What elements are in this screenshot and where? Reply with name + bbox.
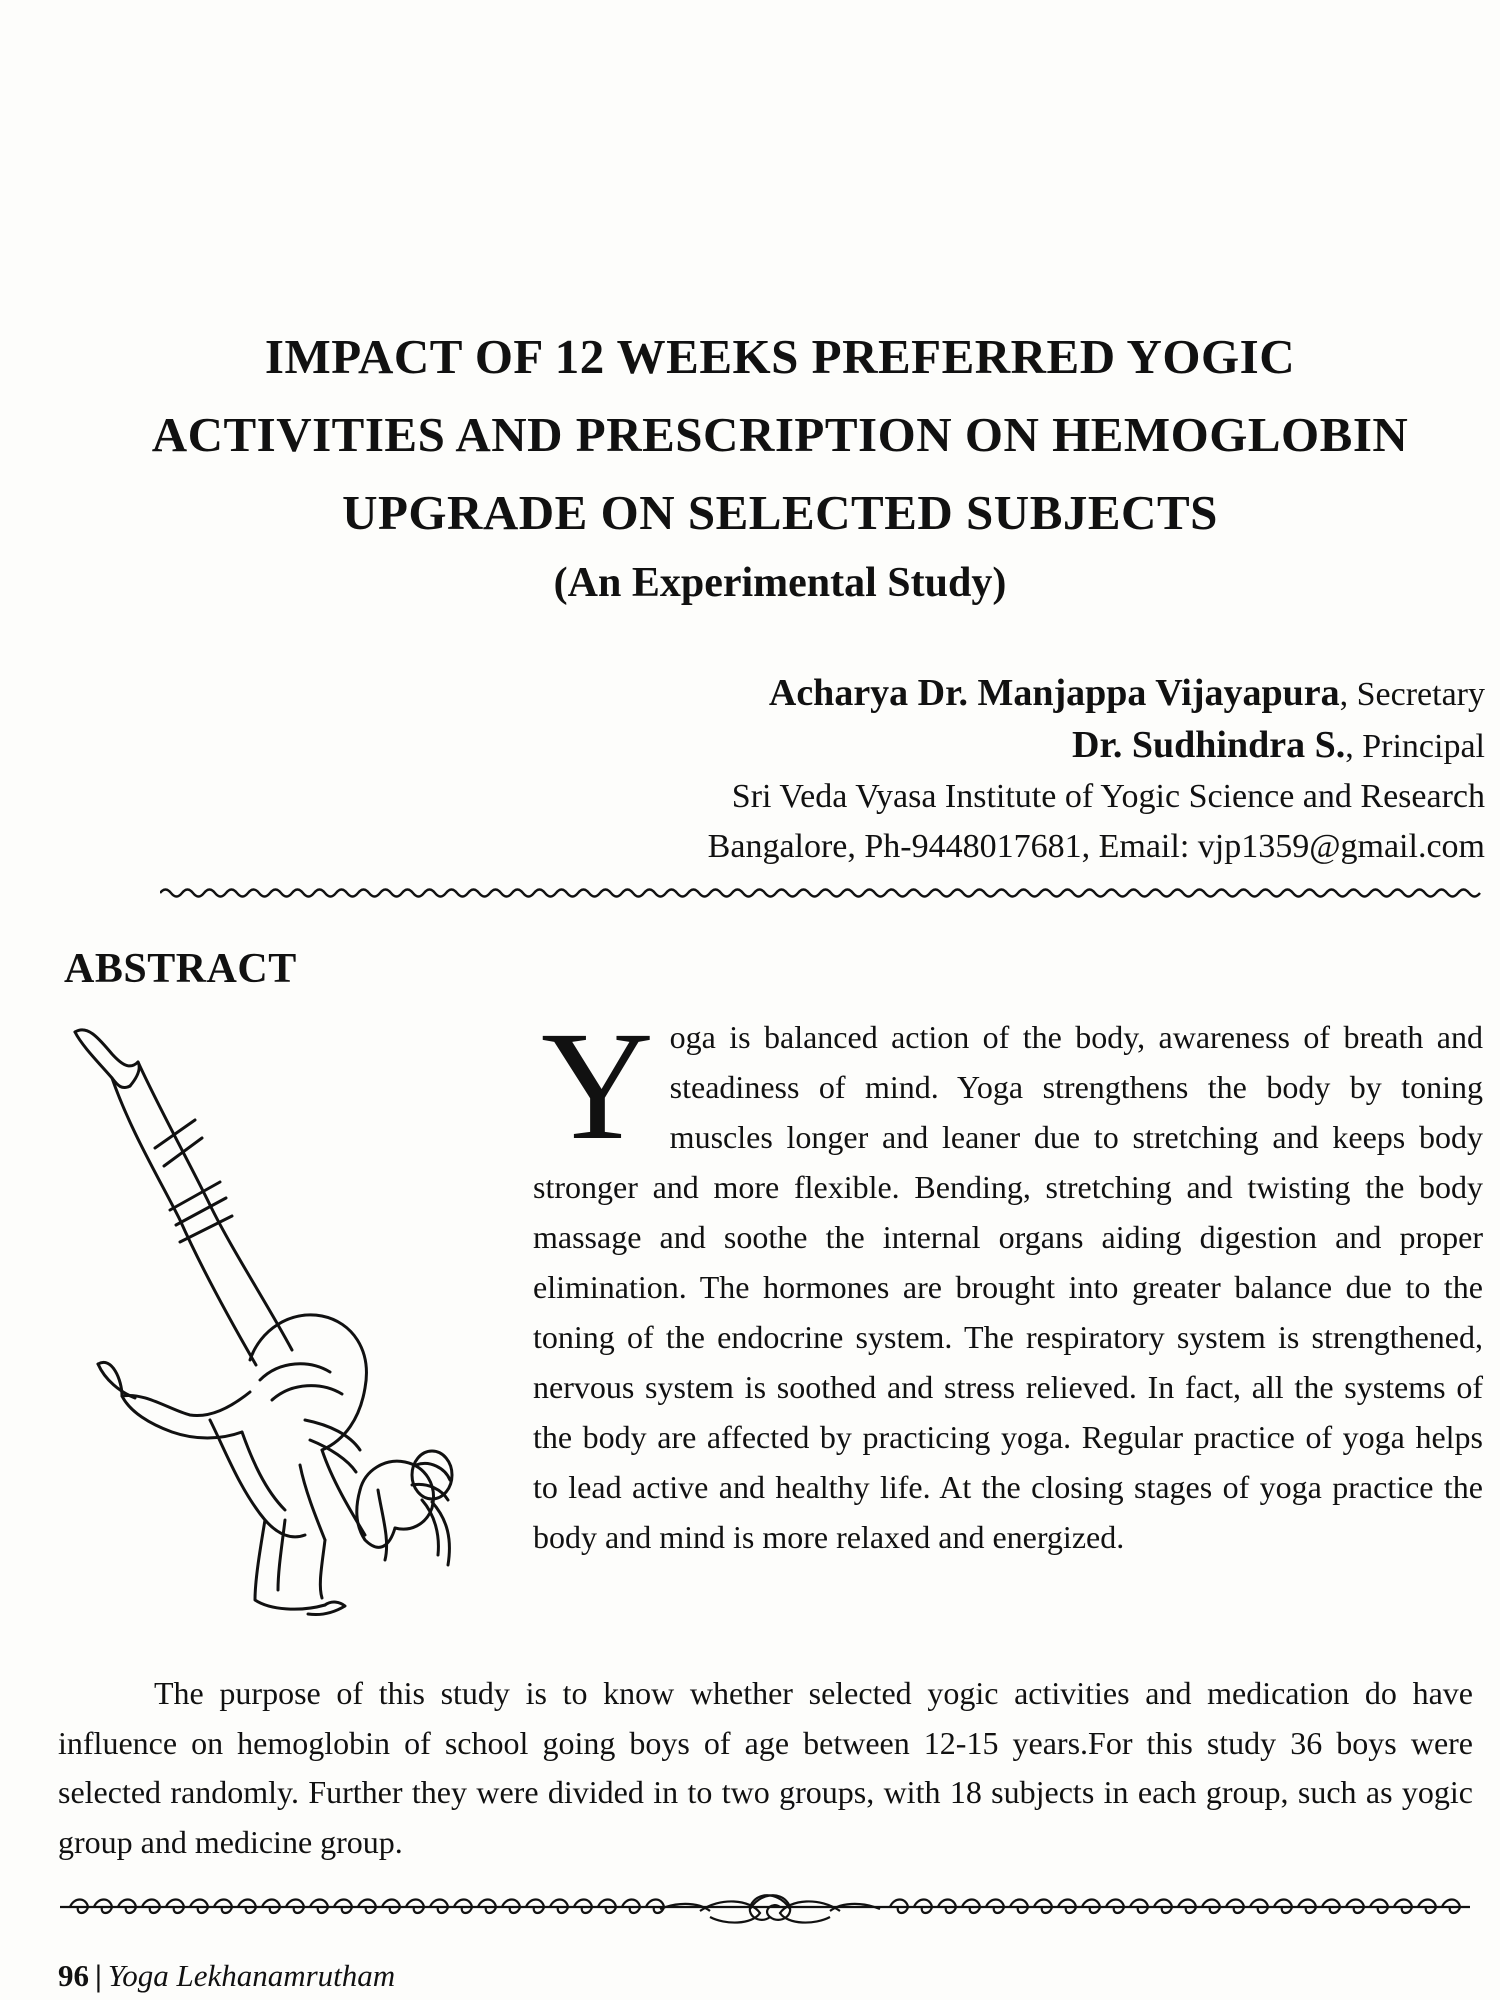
article-subtitle: (An Experimental Study) bbox=[553, 560, 1007, 606]
footer-ornament bbox=[60, 1885, 1480, 1935]
author-1-role: , Secretary bbox=[1339, 676, 1485, 713]
drop-cap: Y bbox=[541, 999, 654, 1172]
footer-separator: | bbox=[95, 1958, 102, 1993]
yoga-pose-illustration bbox=[60, 1020, 480, 1640]
affiliation-institute: Sri Veda Vyasa Institute of Yogic Science and Research bbox=[731, 778, 1485, 815]
wavy-divider bbox=[160, 883, 1485, 903]
title-line-3: UPGRADE ON SELECTED SUBJECTS bbox=[342, 485, 1218, 540]
abstract-paragraph-1-text: oga is balanced action of the body, awareness of breath and steadiness of mind. Yoga strengthens the body by toning muscles longer and leaner due to stretching and keeps body stronger and more flexible. Bending, stretching and twisting the body massage and soothe the internal organs aiding digestion and proper elimination. The hormones are brought into greater balance due to the toning of the endocrine system. The respiratory system is strengthened, nervous system is soothed and stress relieved. In fact, all the systems of the body are affected by practicing yoga. Regular practice of yoga helps to lead active and healthy life. At the closing stages of yoga practice the body and mind is more relaxed and energized. bbox=[533, 1019, 1483, 1555]
article-title bbox=[40, 318, 1500, 614]
abstract-heading: ABSTRACT bbox=[64, 946, 297, 992]
author-1 bbox=[485, 668, 1485, 720]
page-footer bbox=[58, 1958, 395, 1994]
author-2 bbox=[485, 720, 1485, 772]
title-line-2: ACTIVITIES AND PRESCRIPTION ON HEMOGLOBIN bbox=[151, 407, 1409, 462]
title-line-1: IMPACT OF 12 WEEKS PREFERRED YOGIC bbox=[264, 329, 1296, 384]
abstract-paragraph-1 bbox=[533, 999, 1483, 1562]
author-2-role: , Principal bbox=[1345, 728, 1485, 765]
abstract-paragraph-2: The purpose of this study is to know whether selected yogic activities and medication do have influence on hemoglobin of school going boys of age between 12-15 years.For this study 36 boys were selected randomly. Further they were divided in to two groups, with 18 subjects in each group, such as yogic group and medicine group. bbox=[58, 1675, 1473, 1860]
author-1-name: Acharya Dr. Manjappa Vijayapura bbox=[768, 672, 1340, 714]
page-number: 96 bbox=[58, 1958, 89, 1993]
book-title: Yoga Lekhanamrutham bbox=[107, 1958, 396, 1993]
author-block bbox=[485, 668, 1485, 872]
affiliation-contact: Bangalore, Ph-9448017681, Email: vjp1359@gmail.com bbox=[707, 828, 1485, 865]
author-2-name: Dr. Sudhindra S. bbox=[1072, 724, 1346, 766]
